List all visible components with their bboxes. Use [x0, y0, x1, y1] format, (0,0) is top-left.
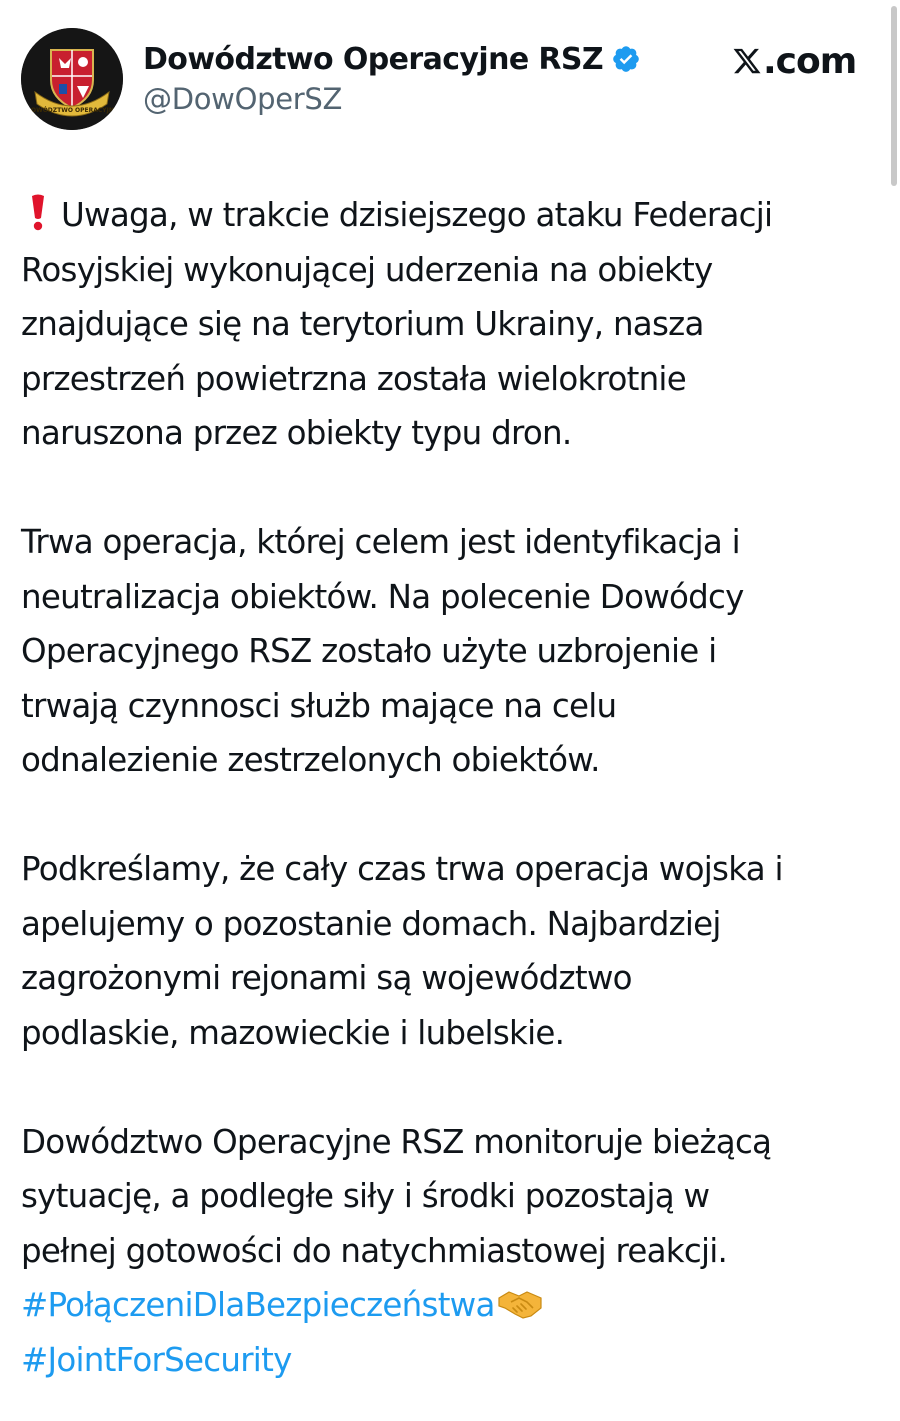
- tweet-text: [21, 188, 881, 1387]
- text-line: Trwa operacja, której celem jest identyfikacja i: [21, 523, 740, 561]
- text-line: pełnej gotowości do natychmiastowej reakcji.: [21, 1231, 728, 1270]
- verified-badge-icon: [611, 44, 641, 74]
- display-name-row: [143, 38, 641, 80]
- text-line: Uwaga, w trakcie dzisiejszego ataku Federacji: [21, 188, 881, 243]
- svg-text:DOWÓDZTWO OPERACYJNE: DOWÓDZTWO OPERACYJNE: [26, 107, 118, 114]
- scrollbar-thumb[interactable]: [891, 6, 897, 186]
- text-line: znajdujące się na terytorium Ukrainy, nasza: [21, 305, 704, 343]
- text-line: przestrzeń powietrzna została wielokrotnie: [21, 359, 686, 398]
- text-line: podlaskie, mazowieckie i lubelskie.: [21, 1013, 565, 1052]
- paragraph-2: [21, 515, 881, 788]
- paragraph-3: [21, 842, 881, 1060]
- hashtag-line: [21, 1333, 881, 1388]
- brand-text: .com: [763, 40, 857, 82]
- hashtag-line: [21, 1278, 881, 1333]
- handshake-icon: [497, 1284, 543, 1320]
- text-line: sytuację, a podległe siły i środki pozostają w: [21, 1177, 710, 1215]
- brand-logo: [732, 40, 856, 82]
- tweet-header: [21, 28, 861, 132]
- military-emblem-icon: [21, 28, 123, 130]
- red-exclamation-icon: [21, 188, 61, 243]
- text-line: naruszona przez obiekty typu dron.: [21, 414, 572, 452]
- text-line: trwają czynnosci służb mające na celu: [21, 686, 617, 725]
- text-line: odnalezienie zestrzelonych obiektów.: [21, 741, 600, 779]
- paragraph-4: [21, 1115, 881, 1388]
- scrollbar[interactable]: [886, 0, 900, 1421]
- x-logo-icon: [732, 46, 762, 76]
- text-line: Rosyjskiej wykonującej uderzenia na obiekty: [21, 250, 713, 289]
- text-line: neutralizacja obiektów. Na polecenie Dowódcy: [21, 577, 744, 616]
- text-line: zagrożonymi rejonami są województwo: [21, 959, 632, 997]
- text-line: Dowództwo Operacyjne RSZ monitoruje bieżącą: [21, 1122, 772, 1161]
- paragraph-1: [21, 188, 881, 461]
- text-line: Podkreślamy, że cały czas trwa operacja wojska i: [21, 850, 783, 888]
- author-block: [143, 38, 641, 116]
- text-line: apelujemy o pozostanie domach. Najbardziej: [21, 904, 721, 943]
- text-line: Operacyjnego RSZ zostało użyte uzbrojenie i: [21, 632, 717, 670]
- hashtag-joint-for-security[interactable]: #JointForSecurity: [21, 1340, 292, 1379]
- display-name[interactable]: Dowództwo Operacyjne RSZ: [143, 41, 604, 77]
- hashtag-polaczeni-dla-bezpieczenstwa[interactable]: #PołączeniDlaBezpieczeństwa: [21, 1286, 495, 1324]
- account-handle[interactable]: @DowOperSZ: [143, 82, 343, 116]
- avatar[interactable]: [21, 28, 123, 130]
